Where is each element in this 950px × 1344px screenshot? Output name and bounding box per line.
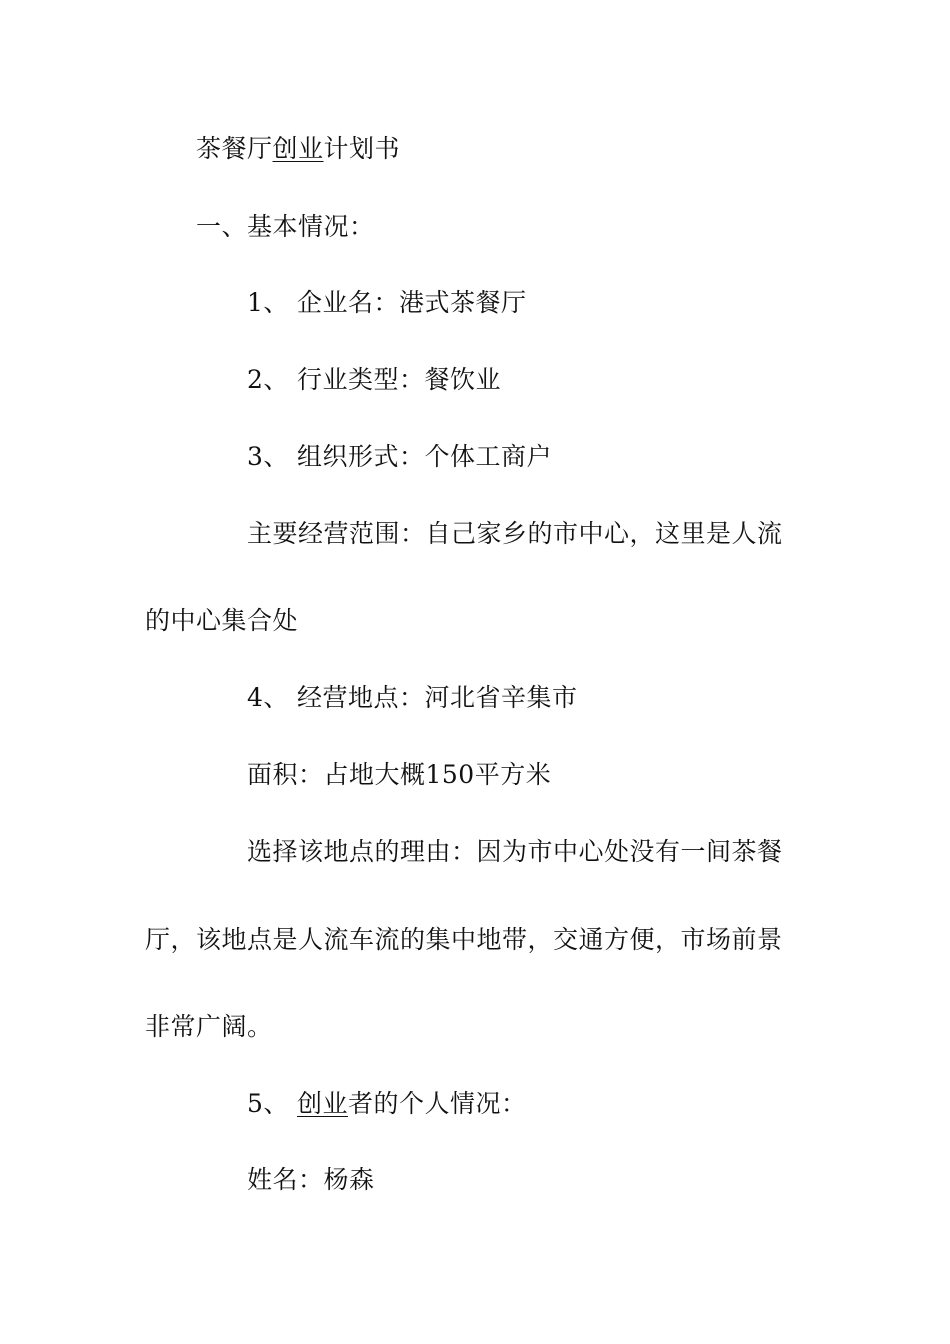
- title-startup-link[interactable]: 创业: [272, 134, 324, 163]
- list-number: 2、: [247, 365, 289, 394]
- list-item-text: 企业名：港式茶餐厅: [297, 288, 527, 317]
- scope-paragraph-line-1: 主要经营范围：自己家乡的市中心，这里是人流: [247, 519, 783, 548]
- list-item-text: 组织形式：个体工商户: [297, 442, 553, 471]
- list-item-text: 者的个人情况：: [348, 1089, 527, 1118]
- list-number: 3、: [247, 442, 289, 471]
- list-number: 1、: [247, 288, 289, 317]
- list-item-1: [247, 287, 527, 319]
- list-item-2: [247, 364, 501, 396]
- list-item-3: [247, 441, 552, 473]
- reason-paragraph-line-1: 选择该地点的理由：因为市中心处没有一间茶餐: [247, 837, 783, 866]
- name-line: 姓名：杨森: [247, 1165, 375, 1194]
- list-number: 5、: [247, 1089, 289, 1118]
- section-heading-basic-info: 一、基本情况：: [196, 212, 375, 241]
- list-item-text: 行业类型：餐饮业: [297, 365, 502, 394]
- list-item-text: 经营地点：河北省辛集市: [297, 683, 578, 712]
- list-number: 4、: [247, 683, 289, 712]
- startup-link[interactable]: 创业: [297, 1089, 349, 1118]
- title-prefix: 茶餐厅: [196, 134, 273, 163]
- list-item-4: [247, 682, 578, 714]
- reason-paragraph-line-3: 非常广阔。: [145, 1012, 273, 1041]
- list-item-5: [247, 1088, 527, 1120]
- scope-paragraph-line-2: 的中心集合处: [145, 606, 299, 635]
- document-title: [196, 133, 400, 165]
- area-line: 面积：占地大概150平方米: [247, 760, 552, 789]
- reason-paragraph-line-2: 厅，该地点是人流车流的集中地带，交通方便，市场前景: [145, 925, 783, 954]
- title-suffix: 计划书: [323, 134, 401, 163]
